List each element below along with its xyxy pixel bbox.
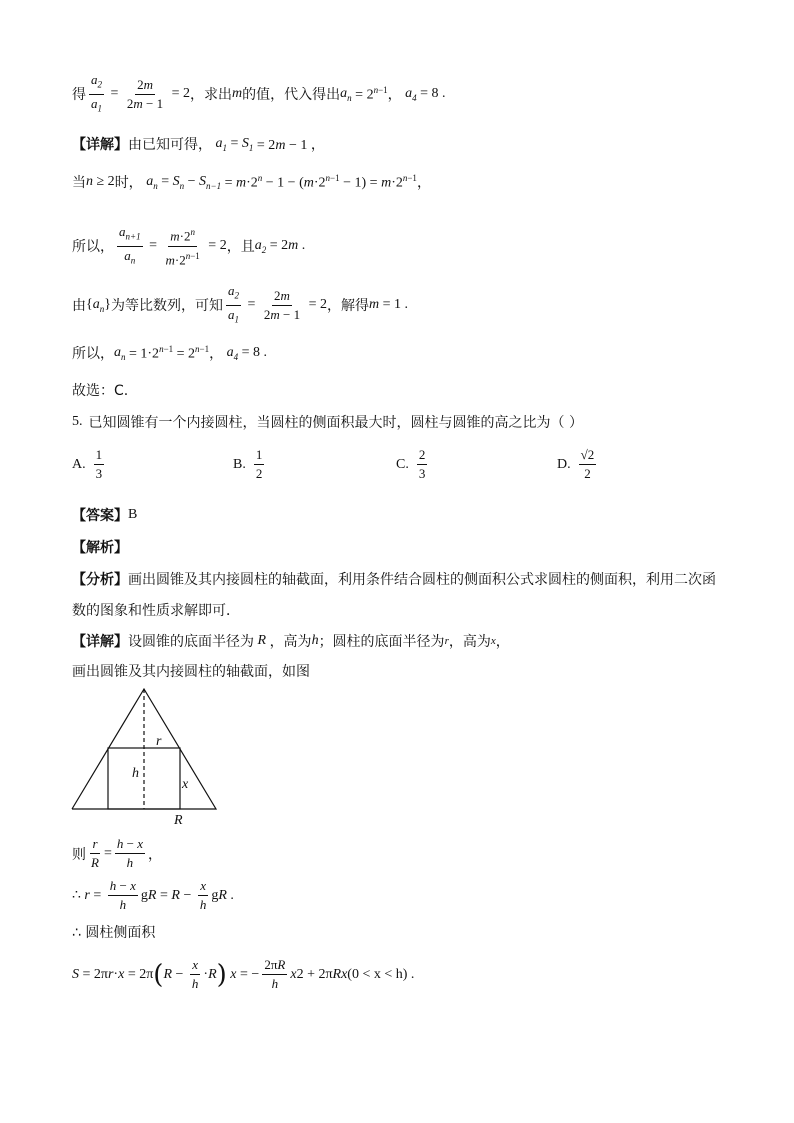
analysis-line-2 [72, 600, 240, 620]
line-detail-3: 所以， $\frac{a_{n+1}}{a_n}$ = $\frac{m\cdot 2^n}{m\cdot 2^{n-1}}$ = 2 ，且 $a_2$ = 2m . [72, 224, 306, 267]
text: 由 [72, 298, 86, 315]
section-head: 【答案】 [72, 508, 128, 524]
text: ， [209, 346, 224, 362]
figure-intro-line [72, 661, 310, 681]
label-r: r [156, 734, 162, 749]
answer-line [72, 505, 137, 525]
text: 得 [72, 87, 86, 104]
fraction: $\frac{a_{n+1}}{a_n}$ [119, 224, 141, 266]
fraction: $\frac{m\cdot 2^n}{m\cdot 2^{n-1}}$ [163, 224, 201, 268]
line-derivation-1: 得 $\frac{a_2}{a_1}$ = $\frac{2m}{2m - 1}$ = 2 ，求出 m 的值，代入得出 $a_n$ = $2^{n-1}$ ， $a_4$ = 8 . [72, 72, 446, 116]
text: ；圆柱的底面半径为 [318, 634, 445, 650]
text: 画出圆锥及其内接圆柱的轴截面，如图 [72, 664, 310, 680]
fraction: $\frac{a_2}{a_1}$ [91, 72, 102, 114]
option-a [72, 447, 107, 482]
text: 的值，代入得出 [242, 87, 341, 104]
line-detail-4: 由 { $a_n$ } 为等比数列，可知 $\frac{a_2}{a_1}$ = $\frac{2m}{2m - 1}$ = 2 ，解得 m = 1 . [72, 283, 408, 327]
fraction: $\frac{2}{3}$ [418, 447, 426, 481]
fraction: $\frac{1}{3}$ [95, 447, 103, 481]
fraction: $\frac{a_2}{a_1}$ [227, 283, 239, 325]
area-formula-line: S = 2πr·x = 2π ( R − $\frac{x}{h}$ ·R ) x = − $\frac{2\pi R}{h}$ x 2 + 2πRx (0 < x < h) . [72, 957, 415, 991]
section-head: 【分析】 [72, 572, 128, 588]
therefore-symbol: ∴ [72, 888, 81, 903]
text: ，解得 [327, 298, 370, 315]
section-head: 【解析】 [72, 540, 128, 556]
section-head: 【详解】 [72, 137, 128, 153]
option-b [233, 447, 267, 482]
text: ， [416, 175, 431, 191]
cone-cylinder-figure [66, 685, 226, 827]
text: ， [387, 87, 402, 104]
text: 画出圆锥及其内接圆柱的轴截面，利用条件结合圆柱的侧面积公式求圆柱的侧面积，利用二次函 [128, 572, 716, 588]
analysis-head-line [72, 537, 128, 557]
line-detail-5: 所以， $a_n$ = $1\cdot 2^{n-1} = 2^{n-1}$ ， $a_4$ = 8 . [72, 343, 268, 362]
answer-value: B [128, 507, 138, 522]
fraction: $\frac{2m}{2m - 1}$ [263, 287, 301, 322]
text: ，高为 [448, 634, 491, 650]
text: 时， [114, 175, 143, 191]
text: ∴ 圆柱侧面积 [72, 925, 156, 941]
fraction: $\frac{x}{h}$ [191, 957, 199, 991]
text: 则 [72, 846, 86, 863]
line-detail-2: 当 n ≥ 2 时， $a_n$ = $S_n$ − $S_{n-1}$ = $m\cdot 2^n - 1 - (m\cdot 2^{n-1} - 1) = m\cdot 2^{n-1}$ ， [72, 172, 431, 191]
fraction: $\frac{2m}{2m - 1}$ [126, 76, 164, 111]
question-text: 已知圆锥有一个内接圆柱，当圆柱的侧面积最大时，圆柱与圆锥的高之比为（ ） [88, 415, 583, 431]
text: ，求出 [190, 87, 233, 104]
fraction: $\frac{r}{R}$ [91, 836, 99, 870]
text: 为等比数列，可知 [110, 298, 223, 315]
label-R: R [174, 813, 183, 827]
text: 故选：C. [72, 383, 129, 399]
lateral-area-line [72, 922, 155, 942]
fraction: $\frac{x}{h}$ [199, 878, 207, 912]
text: 数的图象和性质求解即可． [72, 603, 240, 619]
question-5 [72, 412, 583, 432]
section-head: 【详解】 [72, 634, 128, 650]
option-c [396, 447, 430, 482]
option-label: A. [72, 456, 86, 472]
line-detail-1: 【详解】 由已知可得， $a_1$ = $S_1$ = 2m − 1 ， [72, 135, 325, 153]
text: 当 [72, 175, 86, 191]
fraction: $\frac{h - x}{h}$ [116, 836, 143, 870]
fraction: $\frac{h - x}{h}$ [109, 878, 136, 912]
option-label: B. [233, 456, 246, 472]
text: 设圆锥的底面半径为 [128, 634, 254, 650]
text: 由已知可得， [128, 137, 212, 153]
detail-line: 【详解】 设圆锥的底面半径为 R ，高为 h ；圆柱的底面半径为 r ，高为 x ， [72, 633, 510, 650]
question-number: 5. [72, 414, 83, 429]
domain-text: (0 < x < h) [347, 966, 408, 982]
text: ，且 [226, 239, 255, 256]
fraction: $\frac{2\pi R}{h}$ [264, 957, 286, 991]
label-h: h [132, 766, 139, 781]
line-choice [72, 380, 128, 400]
text: ，高为 [269, 634, 312, 650]
option-d [557, 447, 599, 482]
ratio-line: 则 $\frac{r}{R}$ = $\frac{h - x}{h}$ ， [72, 836, 162, 870]
r-expression-line: ∴ r = $\frac{h - x}{h}$ gR = R − $\frac{x}{h}$ gR . [72, 878, 234, 912]
text: 所以， [72, 239, 114, 256]
fraction: $\frac{√2}{2}$ [580, 447, 595, 481]
analysis-line-1 [72, 569, 716, 589]
text: 所以， [72, 346, 114, 362]
option-label: C. [396, 456, 409, 472]
text: ， [495, 634, 510, 650]
label-x: x [182, 777, 189, 792]
fraction: $\frac{1}{2}$ [255, 447, 263, 481]
cylinder-rect [108, 748, 180, 809]
option-label: D. [557, 456, 571, 472]
